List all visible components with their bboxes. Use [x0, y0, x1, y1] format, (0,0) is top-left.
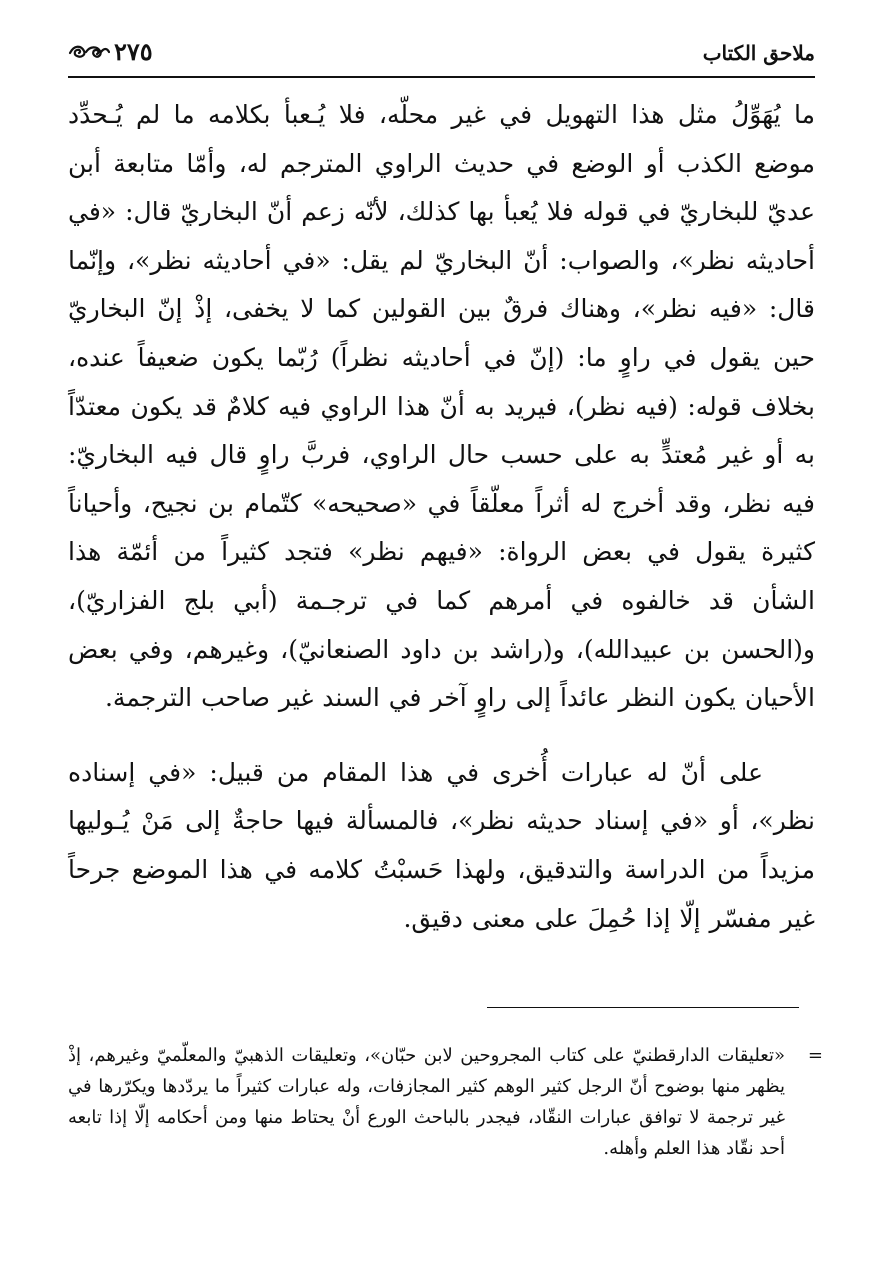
header-divider [68, 76, 815, 78]
footnote-block [68, 1040, 823, 1164]
page-number-block [68, 34, 153, 70]
body-paragraph-1: ما يُهَوِّلُ مثل هذا التهويل في غير محلّه، فلا يُـعبأ بكلامه ما لم يُـحدِّد موضع الكذب أو الوضع في حديث الراوي المترجم له، وأمّا متابعة أبن عديّ للبخاريّ في قوله فلا يُعبأ بها كذلك، لأنّه زعم أنّ البخاريّ قال: «في أحاديثه نظر»، والصواب: أنّ البخاريّ لم يقل: «في أحاديثه نظر»، وإنّما قال: «فيه نظر»، وهناك فرقٌ بين القولين كما لا يخفى، إذْ إنّ البخاريّ حين يقول في راوٍ ما: (إنّ في أحاديثه نظراً) رُبّما يكون ضعيفاً عنده، بخلاف قوله: (فيه نظر)، فيريد به أنّ هذا الراوي فيه كلامٌ قد يكون معتدّاً به أو غير مُعتدٍّ به على حسب حال الراوي، فربَّ راوٍ قال فيه البخاريّ: فيه نظر، وقد أخرج له أثراً معلّقاً في «صحيحه» كتّمام بن نجيح، وأحياناً كثيرة يقول في بعض الرواة: «فيهم نظر» فتجد كثيراً من أئمّة هذا الشأن قد خالفوه في أمرهم كما في ترجـمة (أبي بلج الفزاريّ)، و(الحسن بن عبيدالله)، و(راشد بن داود الصنعانيّ)، وغيرهم، وفي بعض الأحيان يكون النظر عائداً إلى راوٍ آخر في السند غير صاحب الترجمة. [68, 100, 815, 713]
page-header [68, 34, 815, 74]
decorative-flourish-icon [68, 43, 110, 61]
page-number: ٢٧٥ [114, 37, 153, 66]
running-title: ملاحق الكتاب [702, 41, 815, 65]
main-text-block [68, 91, 815, 943]
footnote-divider [487, 1007, 799, 1008]
body-paragraph-2: على أنّ له عبارات أُخرى في هذا المقام من قبيل: «في إسناده نظر»، أو «في إسناد حديثه نظر»، فالمسألة فيها حاجةٌ إلى مَنْ يُـوليها مزيداً من الدراسة والتدقيق، ولهذا حَسبْتُ كلامه في هذا الموضع جرحاً غير مفسّر إلّا إذا حُمِلَ على معنى دقيق. [68, 757, 815, 933]
footnote-text: «تعليقات الدارقطنيّ على كتاب المجروحين لابن حبّان»، وتعليقات الذهبيّ والمعلّميّ وغيرهم، إذْ يظهر منها بوضوح أنّ الرجل كثير الوهم كثير المجازفات، وله عبارات كثيراً ما يردّدها ويكرّرها في غير ترجمة لا توافق عبارات النقّاد، فيجدر بالباحث الورع أنْ يحتاط منها ومن أحكامه إلّا إذا تابعه أحد نقّاد هذا العلم وأهله. [68, 1045, 785, 1159]
footnote-marker: = [807, 1045, 823, 1066]
